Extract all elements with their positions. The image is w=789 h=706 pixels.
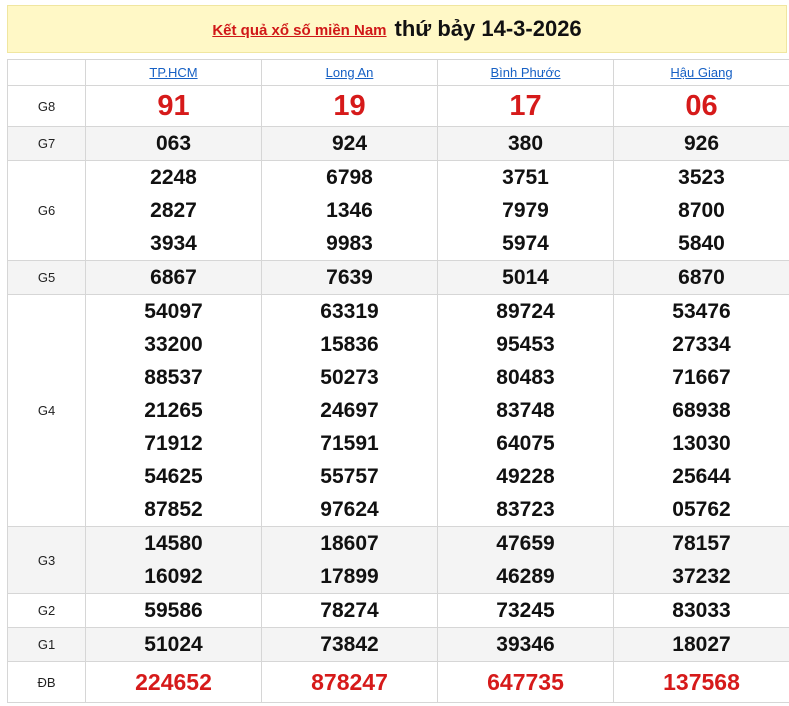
winning-number: 83033 [672, 599, 731, 622]
result-cell [614, 127, 789, 161]
prize-row [8, 628, 789, 662]
winning-number: 16092 [144, 565, 203, 588]
result-cell [438, 86, 614, 127]
winning-number: 7979 [502, 199, 549, 222]
prize-label: G7 [8, 127, 86, 161]
result-cell [262, 662, 438, 703]
winning-number: 54625 [144, 465, 203, 488]
results-header [7, 5, 787, 53]
winning-number: 78274 [320, 599, 379, 622]
winning-number: 39346 [496, 633, 555, 656]
province-header-cell [438, 60, 614, 86]
prize-label: G6 [8, 161, 86, 261]
winning-number: 88537 [144, 366, 203, 389]
result-cell [262, 161, 438, 261]
result-cell [86, 86, 262, 127]
prize-label: G1 [8, 628, 86, 662]
winning-number: 53476 [672, 300, 731, 323]
winning-number: 17 [509, 90, 542, 122]
winning-number: 380 [507, 132, 544, 155]
winning-number: 25644 [672, 465, 731, 488]
winning-number: 73842 [320, 633, 379, 656]
winning-number: 91 [157, 90, 190, 122]
prize-label: G2 [8, 594, 86, 628]
winning-number: 37232 [672, 565, 731, 588]
prize-label: G5 [8, 261, 86, 295]
winning-number: 49228 [496, 465, 555, 488]
result-cell [438, 161, 614, 261]
winning-number: 15836 [320, 333, 379, 356]
prize-row [8, 261, 789, 295]
result-cell [614, 628, 789, 662]
winning-number: 33200 [144, 333, 203, 356]
winning-number: 95453 [496, 333, 555, 356]
winning-number: 6867 [150, 266, 197, 289]
winning-number: 06 [685, 90, 718, 122]
winning-number: 87852 [144, 498, 203, 521]
winning-number: 68938 [672, 399, 731, 422]
winning-number: 97624 [320, 498, 379, 521]
province-link-tphcm[interactable]: TP.HCM [149, 64, 198, 80]
winning-number: 5974 [502, 232, 549, 255]
winning-number: 17899 [320, 565, 379, 588]
result-cell [86, 662, 262, 703]
winning-number: 1346 [326, 199, 373, 222]
result-cell [86, 295, 262, 527]
result-cell [614, 86, 789, 127]
winning-number: 19 [333, 90, 366, 122]
winning-number: 24697 [320, 399, 379, 422]
province-header-cell [86, 60, 262, 86]
winning-number: 46289 [496, 565, 555, 588]
result-cell [262, 295, 438, 527]
prize-row [8, 86, 789, 127]
result-cell [86, 527, 262, 594]
winning-number: 27334 [672, 333, 731, 356]
winning-number: 05762 [672, 498, 731, 521]
winning-number: 51024 [144, 633, 203, 656]
winning-number: 55757 [320, 465, 379, 488]
result-cell [614, 161, 789, 261]
winning-number: 2248 [150, 166, 197, 189]
province-link-hau-giang[interactable]: Hậu Giang [670, 64, 733, 80]
winning-number: 926 [683, 132, 720, 155]
result-cell [614, 662, 789, 703]
winning-number: 137568 [663, 669, 740, 695]
prize-row [8, 295, 789, 527]
result-cell [614, 527, 789, 594]
result-cell [86, 261, 262, 295]
prize-row [8, 594, 789, 628]
result-cell [614, 295, 789, 527]
winning-number: 59586 [144, 599, 203, 622]
result-cell [262, 127, 438, 161]
winning-number: 80483 [496, 366, 555, 389]
winning-number: 71667 [672, 366, 731, 389]
province-header-cell [614, 60, 789, 86]
winning-number: 2827 [150, 199, 197, 222]
result-cell [438, 527, 614, 594]
region-results-link[interactable]: Kết quả xổ số miền Nam [212, 22, 387, 39]
winning-number: 78157 [672, 532, 731, 555]
winning-number: 3523 [678, 166, 725, 189]
winning-number: 3751 [502, 166, 549, 189]
winning-number: 83723 [496, 498, 555, 521]
result-cell [262, 86, 438, 127]
winning-number: 9983 [326, 232, 373, 255]
result-cell [262, 628, 438, 662]
winning-number: 224652 [135, 669, 212, 695]
result-cell [614, 594, 789, 628]
winning-number: 878247 [311, 669, 388, 695]
prize-label: G8 [8, 86, 86, 127]
result-cell [262, 527, 438, 594]
prize-row [8, 662, 789, 703]
winning-number: 5840 [678, 232, 725, 255]
draw-date-title: thứ bảy 14-3-2026 [394, 16, 582, 41]
winning-number: 647735 [487, 669, 564, 695]
result-cell [262, 594, 438, 628]
header-corner-cell [8, 60, 86, 86]
lottery-results-table [7, 59, 789, 703]
result-cell [438, 628, 614, 662]
winning-number: 6870 [678, 266, 725, 289]
winning-number: 47659 [496, 532, 555, 555]
prize-label: G3 [8, 527, 86, 594]
result-cell [438, 594, 614, 628]
prize-row [8, 161, 789, 261]
winning-number: 63319 [320, 300, 379, 323]
winning-number: 18607 [320, 532, 379, 555]
result-cell [86, 127, 262, 161]
result-cell [438, 662, 614, 703]
province-header-cell [262, 60, 438, 86]
winning-number: 6798 [326, 166, 373, 189]
prize-row [8, 127, 789, 161]
prize-label: G4 [8, 295, 86, 527]
winning-number: 89724 [496, 300, 555, 323]
winning-number: 7639 [326, 266, 373, 289]
winning-number: 64075 [496, 432, 555, 455]
result-cell [438, 127, 614, 161]
winning-number: 50273 [320, 366, 379, 389]
winning-number: 83748 [496, 399, 555, 422]
result-cell [262, 261, 438, 295]
winning-number: 063 [155, 132, 192, 155]
winning-number: 54097 [144, 300, 203, 323]
result-cell [614, 261, 789, 295]
result-cell [86, 628, 262, 662]
winning-number: 3934 [150, 232, 197, 255]
winning-number: 14580 [144, 532, 203, 555]
winning-number: 924 [331, 132, 368, 155]
winning-number: 13030 [672, 432, 731, 455]
winning-number: 71591 [320, 432, 379, 455]
result-cell [438, 261, 614, 295]
result-cell [438, 295, 614, 527]
province-link-binh-phuoc[interactable]: Bình Phước [490, 64, 561, 80]
result-cell [86, 161, 262, 261]
winning-number: 73245 [496, 599, 555, 622]
winning-number: 18027 [672, 633, 731, 656]
result-cell [86, 594, 262, 628]
winning-number: 71912 [144, 432, 203, 455]
winning-number: 5014 [502, 266, 549, 289]
winning-number: 8700 [678, 199, 725, 222]
prize-row [8, 527, 789, 594]
province-link-long-an[interactable]: Long An [325, 64, 374, 80]
winning-number: 21265 [144, 399, 203, 422]
prize-label: ĐB [8, 662, 86, 703]
